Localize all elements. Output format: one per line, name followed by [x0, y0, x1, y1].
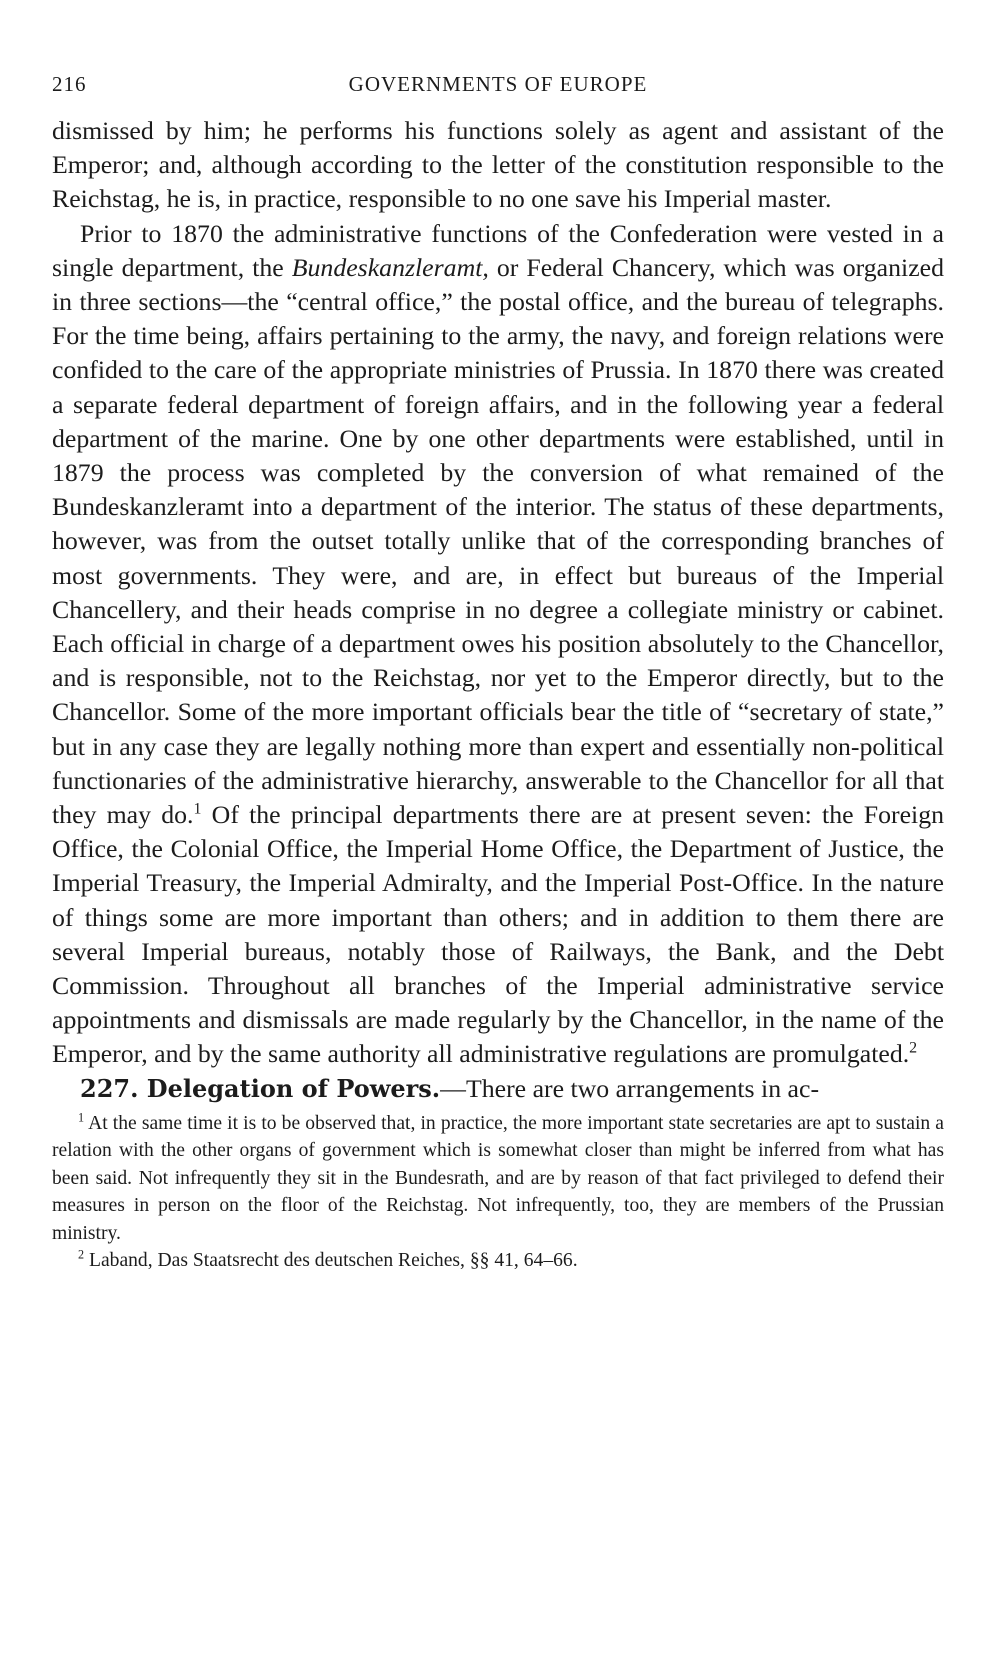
italic-term: Bundeskanzleramt,: [291, 252, 489, 282]
footnote-ref-1: 1: [193, 800, 202, 818]
paragraph-text: dismissed by him; he performs his functions solely as agent and assistant of the Emperor; and, although according to the letter of the constitution responsible to the Reichstag, he is, in practice, responsible to no one save his Imperial master.: [52, 116, 944, 214]
paragraph-text: Of the principal departments there are at present seven: the Foreign Office, the Colonial Office, the Imperial Home Office, the Department of Justice, the Imperial Treasury, the Imperial Admiralty, and the Imperial Post-Office. In the nature of things some are more important than others; and in addition to them there are several Imperial bureaus, notably those of Railways, the Bank, and the Debt Commission. Throughout all branches of the Imperial administrative service appointments and dismissals are made regularly by the Chancellor, in the name of the Emperor, and by the same authority all administrative regulations are promulgated.: [52, 800, 944, 1069]
page-header: [52, 72, 944, 112]
running-title: GOVERNMENTS OF EUROPE: [348, 72, 648, 96]
footnotes: [52, 1110, 944, 1274]
body-text: [52, 114, 944, 1106]
footnote-marker: 1: [78, 1110, 85, 1125]
book-page: [52, 72, 944, 1274]
paragraph-text: Prior to 1870 the administrative functions of the Confederation were vested in a single department, the: [52, 218, 944, 282]
footnote-2: [52, 1247, 944, 1274]
section-heading: 227. Delegation of Powers.: [80, 1073, 441, 1103]
footnote-ref-2: 2: [909, 1039, 918, 1057]
footnote-marker: 2: [78, 1247, 85, 1262]
section-227: [52, 1072, 944, 1106]
paragraph-continued: [52, 114, 944, 217]
page-number: 216: [52, 72, 87, 96]
footnote-1: [52, 1110, 944, 1247]
paragraph-text: or Federal Chancery, which was organized in three sections—the “central office,” the postal office, and the bureau of telegraphs. For the time being, affairs pertaining to the army, the navy, and foreign relations were confided to the care of the appropriate ministries of Prussia. In 1870 there was created a separate federal department of foreign affairs, and in the following year a federal department of the marine. One by one other departments were established, until in 1879 the process was completed by the conversion of what remained of the Bundeskanzleramt into a department of the interior. The status of these departments, however, was from the outset totally unlike that of the corresponding branches of most governments. They were, and are, in effect but bureaus of the Imperial Chancellery, and their heads comprise in no degree a collegiate ministry or cabinet. Each official in charge of a department owes his position absolutely to the Chancellor, and is responsible, not to the Reichstag, nor yet to the Emperor directly, but to the Chancellor. Some of the more important officials bear the title of “secretary of state,” but in any case they are legally nothing more than expert and essentially non-political functionaries of the administrative hierarchy, answerable to the Chancellor for all that they may do.: [52, 252, 944, 830]
paragraph-departments: [52, 217, 944, 1072]
footnote-text: At the same time it is to be observed that, in practice, the more important state secretaries are apt to sustain a relation with the other organs of government which is somewhat closer than might be inferred from what has been said. Not infrequently they sit in the Bundesrath, and are by reason of that fact privileged to defend their measures in person on the floor of the Reichstag. Not infrequently, too, they are members of the Prussian ministry.: [52, 1112, 944, 1244]
footnote-text: Laband, Das Staatsrecht des deutschen Reiches, §§ 41, 64–66.: [84, 1249, 578, 1271]
section-text: —There are two arrangements in ac-: [440, 1073, 820, 1103]
